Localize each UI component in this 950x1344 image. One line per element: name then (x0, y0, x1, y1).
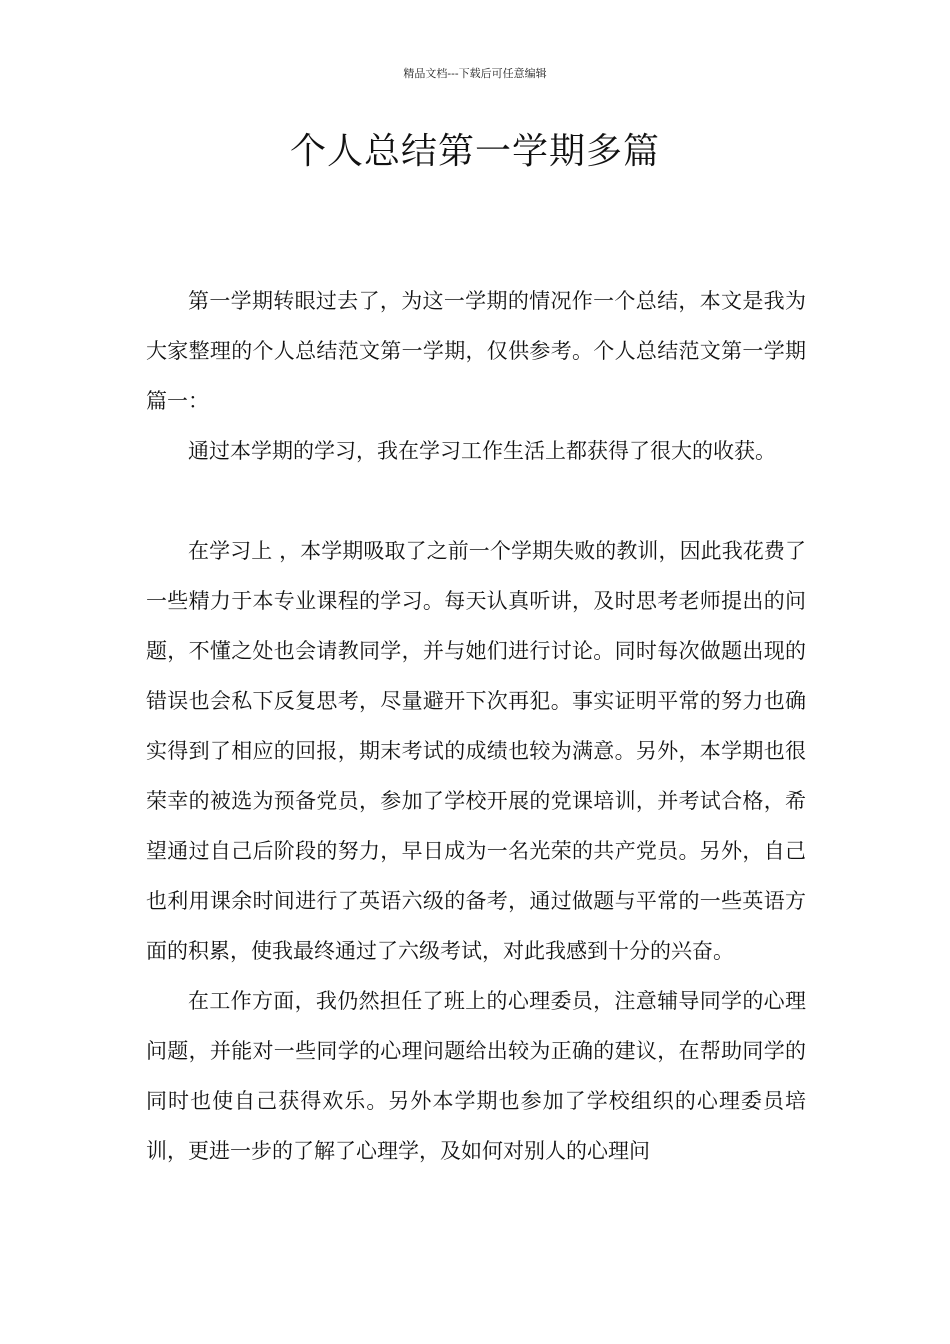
document-body (146, 276, 806, 1176)
paragraph-summary: 通过本学期的学习，我在学习工作生活上都获得了很大的收获。 (188, 439, 776, 463)
paragraph-intro: 第一学期转眼过去了，为这一学期的情况作一个总结，本文是我为大家整理的个人总结范文第一学期，仅供参考。个人总结范文第一学期篇一： (146, 289, 806, 413)
paragraph-study: 在学习上 ，本学期吸取了之前一个学期失败的教训，因此我花费了一些精力于本专业课程的学习。每天认真听讲，及时思考老师提出的问题，不懂之处也会请教同学，并与她们进行讨论。同时每次做题出现的错误也会私下反复思考，尽量避开下次再犯。事实证明平常的努力也确实得到了相应的回报，期末考试的成绩也较为满意。另外，本学期也很荣幸的被选为预备党员，参加了学校开展的党课培训，并考试合格，希望通过自己后阶段的努力，早日成为一名光荣的共产党员。另外，自己也利用课余时间进行了英语六级的备考，通过做题与平常的一些英语方面的积累，使我最终通过了六级考试，对此我感到十分的兴奋。 (146, 539, 806, 963)
page-header: 精品文档---下载后可任意编辑 (403, 67, 547, 80)
document-title: 个人总结第一学期多篇 (289, 131, 660, 172)
paragraph-work: 在工作方面，我仍然担任了班上的心理委员，注意辅导同学的心理问题，并能对一些同学的心理问题给出较为正确的建议，在帮助同学的同时也使自己获得欢乐。另外本学期也参加了学校组织的心理委员培训，更进一步的了解了心理学，及如何对别人的心理问 (146, 989, 806, 1163)
